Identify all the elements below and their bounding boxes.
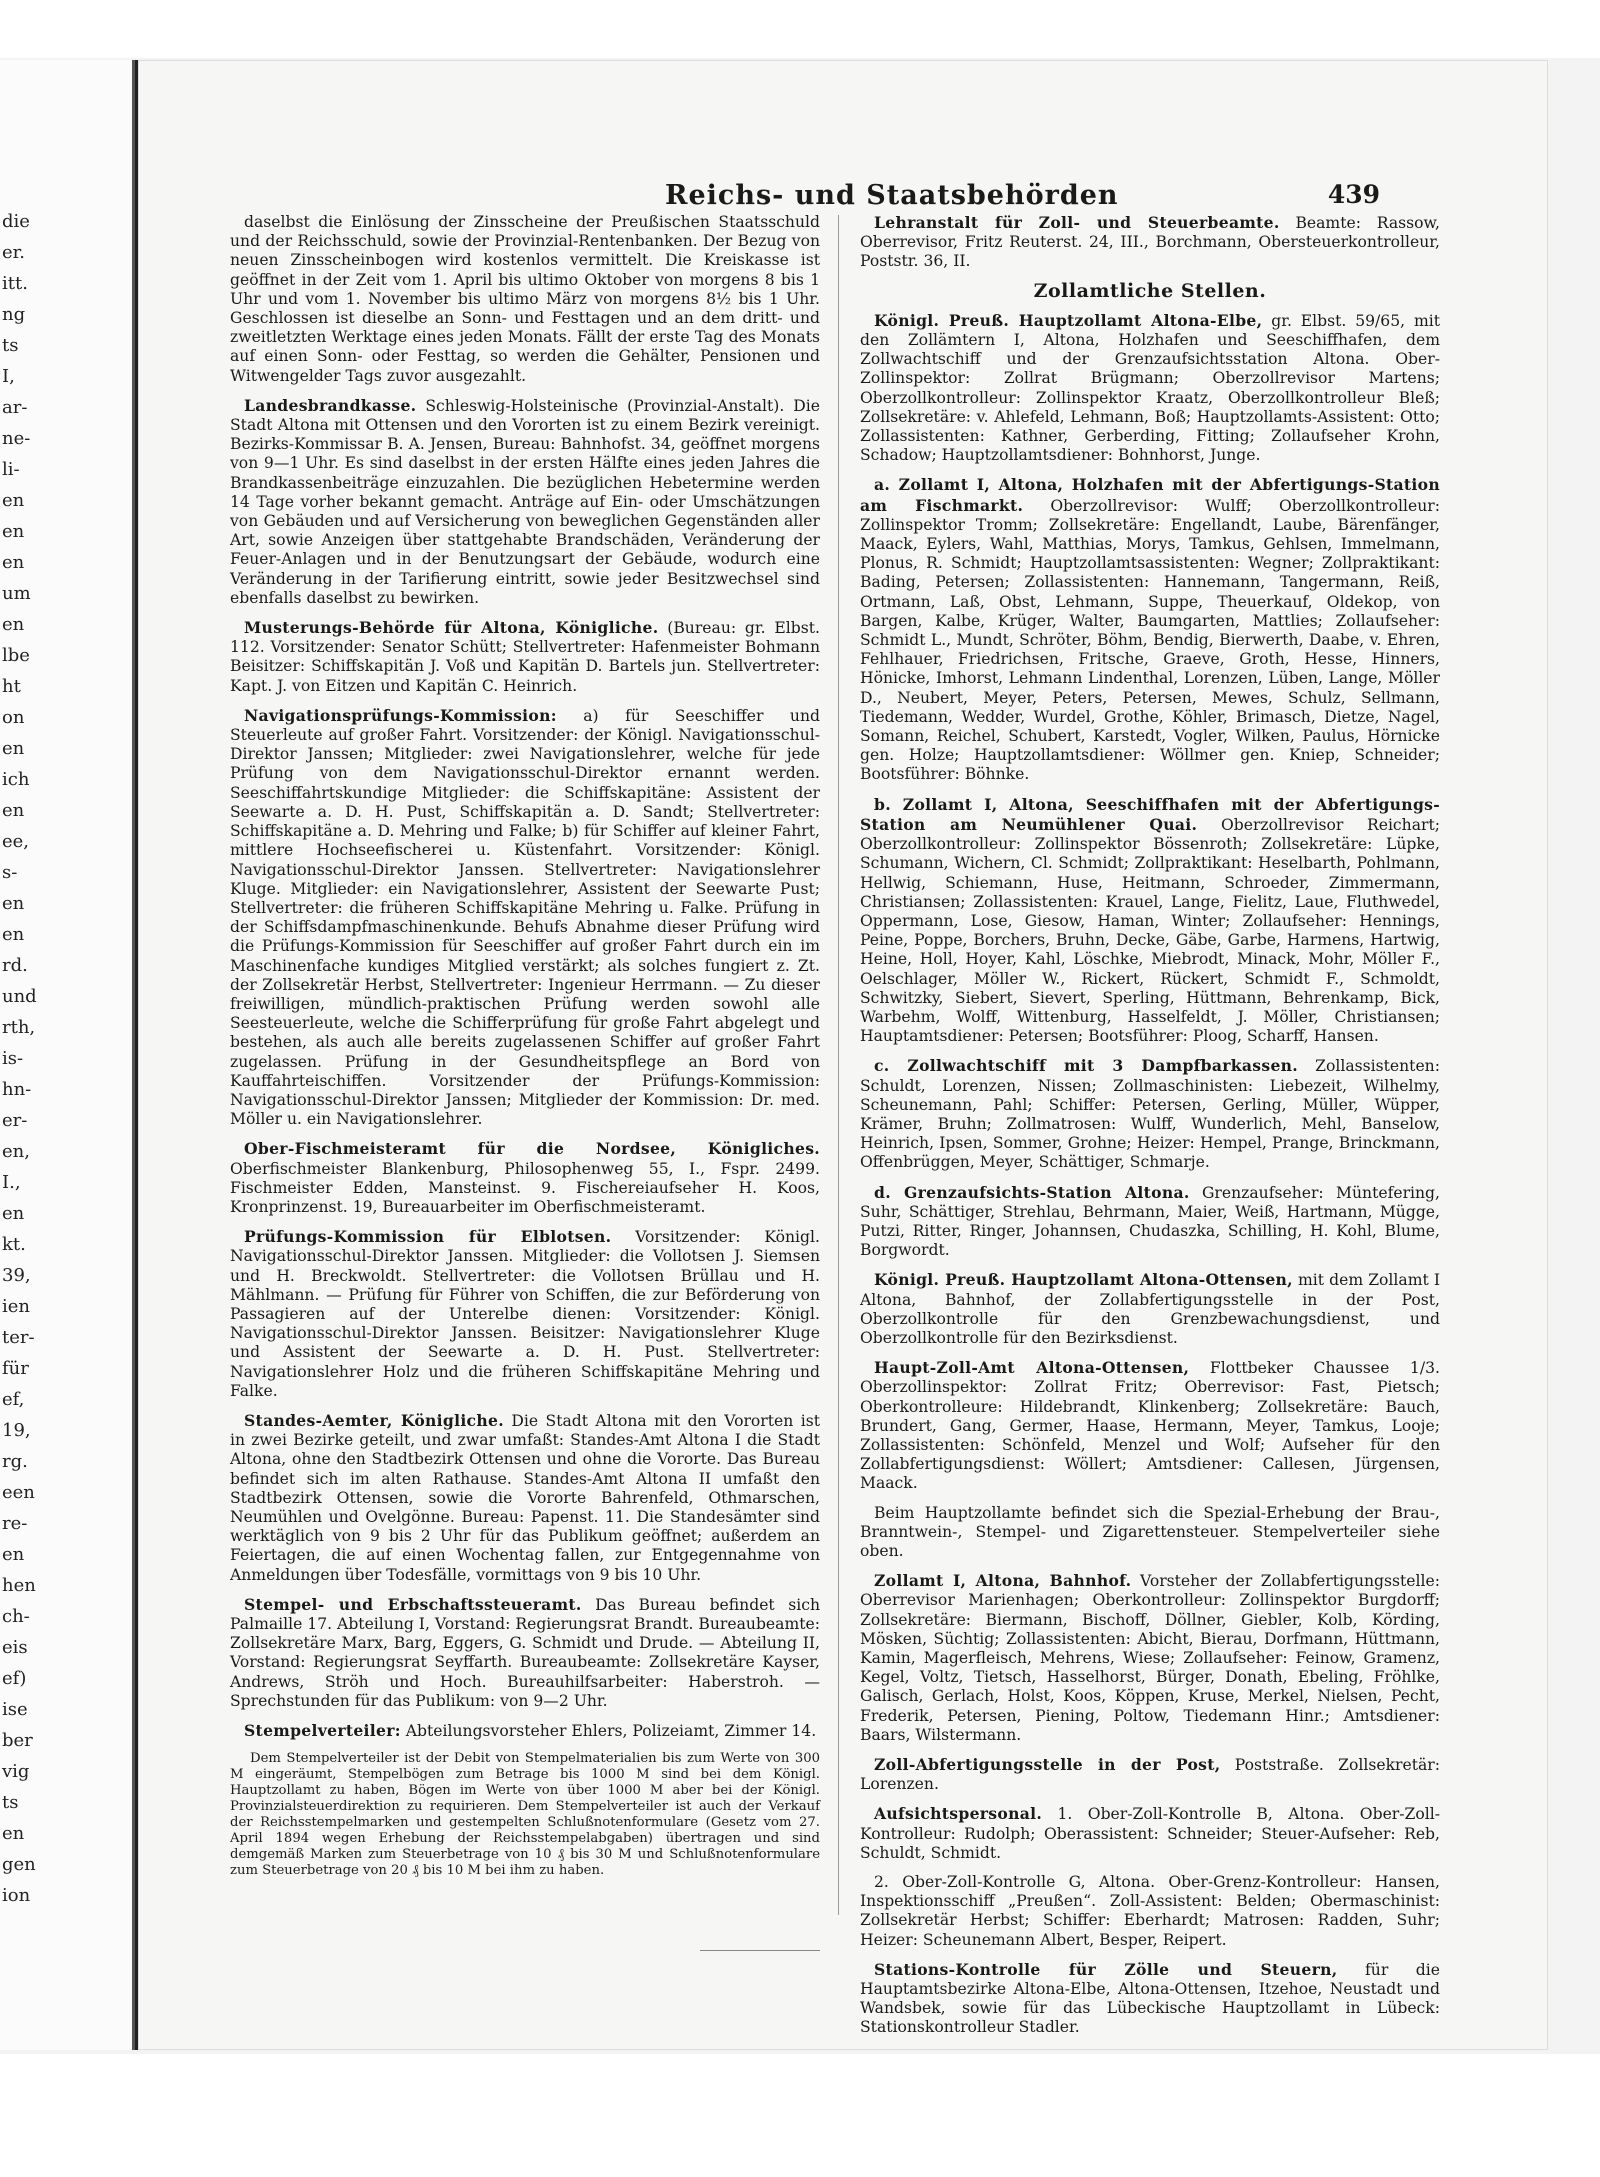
- entry-text: 2. Ober-Zoll-Kontrolle G, Altona. Ober-Grenz-Kontrolleur: Hansen, Inspektionsschiff „Preußen“. Zoll-Assistent: Belden; Obermaschinist: Zollsekretär Herbst; Schiffer: Eberhardt; Matrosen: Radden, Suhr; Heizer: Scheunemann Albert, Besper, Reipert.: [860, 1873, 1440, 1949]
- entry-heading: Landesbrandkasse.: [244, 395, 417, 415]
- previous-page-fragment: 39,: [2, 1265, 31, 1286]
- column-divider: [838, 215, 839, 1915]
- previous-page-fragment: ter-: [2, 1327, 35, 1348]
- previous-page-fragment: en: [2, 893, 25, 914]
- previous-page-fragment: kt.: [2, 1234, 26, 1255]
- entry-text: Beim Hauptzollamte befindet sich die Spezial-Erhebung der Brau-, Branntwein-, Stempel- und Zigarettensteuer. Stempelverteiler siehe oben.: [860, 1503, 1440, 1560]
- entry-text: Vorsitzender: Königl. Navigationsschul-Direktor Janssen. Mitglieder: die Vollotsen J. Siemsen und H. Breckwoldt. Stellvertreter: die Vollotsen Brüllau und H. Mählmann. — Prüfung für Führer von Schiffen, die zur Beförderung von Passagieren auf der Unterelbe dienen: Vorsitzender: Königl. Navigationsschul-Direktor Janssen. Beisitzer: Navigationslehrer Kluge und Assistent der Seewarte a. D. H. Pust. Stellvertreter: Navigationslehrer Holz und die früheren Schiffskapitäne Mehring und Falke.: [230, 1228, 820, 1400]
- bottom-rule: [700, 1950, 820, 1951]
- entry-heading: Stempel- und Erbschaftssteueramt.: [244, 1594, 582, 1614]
- previous-page-fragment: en,: [2, 1141, 30, 1162]
- entry-text: Grenzaufseher: Müntefering, Suhr, Schättiger, Strehlau, Behrmann, Maier, Weiß, Hartmann, Mügge, Putzi, Ritter, Ringer, Johannsen, Chudaszka, Schilling, H. Kohl, Blume, Borgwordt.: [860, 1183, 1440, 1260]
- previous-page-fragment: er-: [2, 1110, 28, 1131]
- entry-heading: c. Zollwachtschiff mit 3 Dampfbarkassen.: [874, 1056, 1299, 1076]
- entry: [860, 311, 1440, 466]
- previous-page-fragment: rd.: [2, 955, 28, 976]
- entry: [230, 396, 820, 608]
- entry: [860, 1056, 1440, 1172]
- entry: [230, 213, 820, 386]
- previous-page-fragment: ts: [2, 1792, 19, 1813]
- entry-heading: Königl. Preuß. Hauptzollamt Altona-Elbe,: [874, 310, 1263, 330]
- entry-text: Beamte: Rassow, Oberrevisor, Fritz Reuterst. 24, III., Borchmann, Obersteuerkontrolleur, Poststr. 36, II.: [860, 214, 1440, 271]
- previous-page-fragment: ch-: [2, 1606, 30, 1627]
- entry: [230, 618, 820, 696]
- previous-page-fragment: und: [2, 986, 37, 1007]
- entry-heading: b. Zollamt I, Altona, Seeschiffhafen mit der Abfertigungs-Station am Neumühlener Quai.: [860, 794, 1440, 834]
- entry-heading: Musterungs-Behörde für Altona, Königliche.: [244, 618, 659, 638]
- previous-page-fragment: ien: [2, 1296, 31, 1317]
- previous-page-fragment: rg.: [2, 1451, 28, 1472]
- previous-page-fragment: für: [2, 1358, 29, 1379]
- entry-text: Oberzollrevisor Reichart; Oberzollkontrolleur: Zollinspektor Bössenroth; Zollsekretäre: Lüpke, Schumann, Wichern, Cl. Schmidt; Zollpraktikant: Heselbarth, Pohlmann, Hellwig, Schiemann, Huse, Heitmann, Schroeder, Zimmermann, Christiansen; Zollassistenten: Krauel, Lange, Fielitz, Laue, Fluthwedel, Oppermann, Lose, Giesow, Haman, Winter; Zollaufseher: Hennings, Peine, Poppe, Borchers, Bruhn, Decke, Gäbe, Garbe, Harmens, Hartwig, Heine, Holl, Hoyer, Kahl, Löschke, Miebrodt, Minack, Mohr, Möller F., Oelschlager, Möller W., Rickert, Rückert, Schmidt F., Schmoldt, Schwitzky, Siebert, Sievert, Sperling, Hüttmann, Behrenkamp, Bick, Warbehm, Wolff, Wittenburg, Hasselfeldt, J. Möller, Christiansen; Hauptamtsdiener: Petersen; Bootsführer: Ploog, Scharff, Hansen.: [860, 815, 1440, 1046]
- entry-heading: Aufsichtspersonal.: [874, 1804, 1043, 1824]
- entry-text: Abteilungsvorsteher Ehlers, Polizeiamt, Zimmer 14.: [405, 1722, 817, 1741]
- previous-page-fragment: ef): [2, 1668, 27, 1689]
- small-print-note: [230, 1751, 820, 1879]
- right-column: [860, 213, 1440, 2048]
- entry: [860, 213, 1440, 272]
- entry-heading: Zollamt I, Altona, Bahnhof.: [874, 1571, 1132, 1591]
- previous-page-fragment: rth,: [2, 1017, 36, 1038]
- previous-page-fragment: en: [2, 1823, 25, 1844]
- previous-page-fragment: ts: [2, 335, 19, 356]
- previous-page-fragment: itt.: [2, 273, 28, 294]
- previous-page-fragment: en: [2, 924, 25, 945]
- entry-text: Das Bureau befindet sich Palmaille 17. Abteilung I, Vorstand: Regierungsrat Brandt. Bureaubeamte: Zollsekretäre Marx, Barg, Eggers, G. Schmidt und Drude. — Abteilung II, Vorstand: Regierungsrat Seyffarth. Bureaubeamte: Zollsekretäre Kayser, Andrews, Ströh und Hoch. Bureauhilfsarbeiter: Haberstroh. — Sprechstunden für das Publikum: von 9—2 Uhr.: [230, 1595, 820, 1710]
- section-heading: Zollamtliche Stellen.: [1033, 279, 1267, 302]
- entry: [230, 1721, 820, 1741]
- entry: [230, 1139, 820, 1217]
- entry: [860, 1270, 1440, 1348]
- previous-page-fragment: eis: [2, 1637, 28, 1658]
- entry-text: Vorsteher der Zollabfertigungsstelle: Oberrevisor Marienhagen; Oberkontrolleur: Zollinspektor Burgdorff; Zollsekretäre: Biermann, Bischoff, Döllner, Giebler, Kolb, Körding, Mösken, Süchtig; Zollassistenten: Abicht, Bierau, Dorfmann, Hüttmann, Kamin, Magerfleisch, Mehrens, Wiese; Zollaufseher: Feinow, Gramenz, Kegel, Voltz, Tietsch, Hasselhorst, Bürger, Donath, Ebeling, Fröhlke, Galisch, Gerlach, Holst, Koos, Köppen, Kruse, Merkel, Nielsen, Pecht, Frederik, Petersen, Piening, Poltow, Tiedemann Hinr.; Amtsdiener: Baars, Wilstermann.: [860, 1572, 1440, 1744]
- entry-heading: Ober-Fischmeisteramt für die Nordsee, Königliches.: [244, 1139, 820, 1159]
- entry-heading: d. Grenzaufsichts-Station Altona.: [874, 1182, 1190, 1202]
- entry-heading: a. Zollamt I, Altona, Holzhafen mit der Abfertigungs-Station am Fischmarkt.: [860, 475, 1440, 515]
- previous-page-fragment: die: [2, 211, 30, 232]
- previous-page-fragment: on: [2, 707, 25, 728]
- entry-text: Flottbeker Chaussee 1/3. Oberzollinspektor: Zollrat Fritz; Oberrevisor: Fast, Pietsch; Oberkontrolleure: Hildebrandt, Klinkenberg; Zollsekretäre: Bauch, Brundert, Gang, Germer, Haase, Hermann, Meyer, Tamkus, Looje; Zollassistenten: Schönfeld, Menzel und Wolf; Aufseher für den Zollabfertigungsdienst: Wöllert; Amtsdiener: Callesen, Jürgensen, Maack.: [860, 1359, 1440, 1493]
- previous-page-fragment: er.: [2, 242, 26, 263]
- previous-page-fragment: 19,: [2, 1420, 31, 1441]
- previous-page-fragment: hn-: [2, 1079, 32, 1100]
- previous-page-fragment: um: [2, 583, 31, 604]
- entry-text: (Bureau: gr. Elbst. 112. Vorsitzender: Senator Schütt; Stellvertreter: Hafenmeister Bohmann Beisitzer: Schiffskapitän J. Voß und Kapitän D. Bartels jun. Stellvertreter: Kapt. J. von Eitzen und Kapitän C. Heinrich.: [230, 619, 820, 695]
- entry: [860, 1183, 1440, 1261]
- entry: [860, 1804, 1440, 1863]
- previous-page-fragment: en: [2, 738, 25, 759]
- entry: [860, 795, 1440, 1047]
- entry-text: Zollassistenten: Schuldt, Lorenzen, Nissen; Zollmaschinisten: Liebezeit, Wilhelmy, Scheunemann, Pahl; Schiffer: Petersen, Gerling, Müller, Wüpper, Krämer, Bruhn; Zollmatrosen: Wulff, Wunderlich, Mehl, Banselow, Heinrich, Ipsen, Sommer, Grohne; Heizer: Hempel, Prange, Brinckmann, Offenbrüggen, Meyer, Schättiger, Schmarje.: [860, 1057, 1440, 1172]
- entry-text: Oberfischmeister Blankenburg, Philosophenweg 55, I., Fspr. 2499. Fischmeister Edden, Mansteinst. 9. Fischereiaufseher H. Koos, Kronprinzenst. 19, Bureauarbeiter im Oberfischmeisteramt.: [230, 1159, 820, 1216]
- entry: [860, 1960, 1440, 2038]
- previous-page-fragment: re-: [2, 1513, 28, 1534]
- entry-text: a) für Seeschiffer und Steuerleute auf großer Fahrt. Vorsitzender: der Königl. Navigationsschul-Direktor Janssen; Mitglieder: zwei Navigationslehrer, welche für jede Prüfung von dem Navigationsschul-Direktor ernannt werden. Seeschiffahrtskundige Mitglieder: die Schiffskapitäne: Assistent der Seewarte a. D. H. Pust, Schiffskapitän a. D. Sandt; Stellvertreter: Schiffskapitäne a. D. Mehring und Falke; b) für Schiffer auf kleiner Fahrt, mittlere Hochseefischerei u. Küstenfahrt. Vorsitzender: Königl. Navigationsschul-Direktor Janssen. Stellvertreter: Navigationslehrer Kluge. Mitglieder: ein Navigationslehrer, Assistent der Seewarte Pust; Stellvertreter: die früheren Schiffskapitäne Mehring u. Falke. Prüfung in der Schiffsdampfmaschinenkunde. Behufs Abnahme dieser Prüfung wird die Prüfungs-Kommission für Seeschiffer auf großer Fahrt durch ein im Maschinenfache kundiges Mitglied verstärkt; als solches fungiert z. Zt. der Zollsekretär Herbst, Stellvertreter: Ingenieur Herrmann. — Zu dieser freiwilligen, mündlich-praktischen Prüfung werden sowohl alle Seesteuerleute, welche die Schifferprüfung für große Fahrt abgelegt und bestehen, als auch alle bereits zugelassenen Schiffer auf großer Fahrt zugelassen. Prüfung in der Gesundheitspflege an Bord von Kauffahrteischiffen. Vorsitzender der Prüfungs-Kommission: Navigationsschul-Direktor Janssen; Mitglieder der Kommission: Dr. med. Möller u. ein Navigationslehrer.: [230, 706, 820, 1129]
- entry-heading: Zoll-Abfertigungsstelle in der Post,: [874, 1755, 1221, 1775]
- previous-page-fragment: ar-: [2, 397, 28, 418]
- previous-page-fragment: en: [2, 552, 25, 573]
- entry: [230, 1411, 820, 1585]
- previous-page-fragment: een: [2, 1482, 35, 1503]
- previous-page-fragment: ef,: [2, 1389, 25, 1410]
- previous-page-fragment: hen: [2, 1575, 36, 1596]
- previous-page-fragment: en: [2, 521, 25, 542]
- previous-page-fragment: s-: [2, 862, 18, 883]
- previous-page-fragment: I.,: [2, 1172, 21, 1193]
- previous-page-fragment: li-: [2, 459, 20, 480]
- small-print-text: Dem Stempelverteiler ist der Debit von Stempelmaterialien bis zum Werte von 300 M eingeräumt, Stempelbögen zum Betrage bis 1000 M sind bei dem Königl. Hauptzollamt zu haben, Bögen im Werte von über 1000 M aber bei der Königl. Provinzialsteuerdirektion zu requirieren. Dem Stempelverteiler ist auch der Verkauf der Reichsstempelmarken und gestempelten Schlußnotenformulare (Gesetz vom 27. April 1894 wegen Erhebung der Reichsstempelabgaben) übertragen und sind demgemäß Marken zum Steuerbetrage von 10 ₰ bis 30 M und Schlußnotenformulare zum Steuerbetrage von 20 ₰ bis 10 M bei ihm zu haben.: [230, 1751, 820, 1879]
- previous-page-fragment: is-: [2, 1048, 24, 1069]
- entry-text: Oberzollrevisor: Wulff; Oberzollkontrolleur: Zollinspektor Tromm; Zollsekretäre: Engellandt, Laube, Bärenfänger, Maack, Eylers, Wahl, Matthias, Morys, Tamkus, Gehlsen, Immelmann, Plonus, R. Schmidt; Hauptzollamtsassistenten: Wegner; Zollpraktikant: Bading, Petersen; Zollassistenten: Hannemann, Tangermann, Reiß, Ortmann, Laß, Obst, Lehmann, Suppe, Theuerkauf, Oldekop, von Bargen, Kalbe, Krüger, Walter, Baumgarten, Mattlies; Zollaufseher: Schmidt L., Mundt, Schröter, Böhm, Bendig, Bierwerth, Daabe, v. Ehren, Fehlhauer, Friedrichsen, Fritsche, Graeve, Groth, Hesse, Hinners, Hönicke, Imhorst, Lehmann Lindenthal, Lorenzen, Lüben, Lange, Möller D., Neubert, Meyer, Peters, Petersen, Mewes, Schulz, Sellmann, Tiedemann, Wedder, Wurdel, Grothe, Köhler, Brimasch, Dietze, Nagel, Somann, Reichel, Schubert, Karstedt, Vogler, Wilken, Paulus, Hörnicke gen. Holze; Hauptzollamtsdiener: Wöllmer gen. Kniep, Schneider; Bootsführer: Böhnke.: [860, 496, 1440, 784]
- entry-text: für die Hauptamtsbezirke Altona-Elbe, Altona-Ottensen, Itzehoe, Neustadt und Wandsbek, sowie für das Lübeckische Hauptzollamt in Lübeck: Stationskontrolleur Stadler.: [860, 1960, 1440, 2037]
- previous-page-fragment: gen: [2, 1854, 36, 1875]
- entry-heading: Prüfungs-Kommission für Elblotsen.: [244, 1227, 612, 1247]
- previous-page-fragment: ht: [2, 676, 21, 697]
- entry-heading: Stempelverteiler:: [244, 1721, 401, 1741]
- previous-page-fragment: en: [2, 490, 25, 511]
- previous-page-fragment: ber: [2, 1730, 33, 1751]
- entry: [860, 1358, 1440, 1493]
- entry-text: Poststraße. Zollsekretär: Lorenzen.: [860, 1756, 1440, 1794]
- entry-text: Schleswig-Holsteinische (Provinzial-Anstalt). Die Stadt Altona mit Ottensen und den Vororten ist zu einem Bezirk vereinigt. Bezirks-Kommissar B. A. Jensen, Bureau: Bahnhofst. 34, geöffnet morgens von 9—1 Uhr. Es sind daselbst in der ersten Hälfte eines jeden Jahres die Brandkassenbeiträge einzuzahlen. Die bezüglichen Hebetermine werden 14 Tage vorher bekannt gemacht. Anträge auf Ein- oder Umschätzungen von Gebäuden und auf Versicherung von beweglichen Gegenständen aller Art, sowie Anzeigen über stattgehabte Brandschäden, Veränderung der Feuer-Anlagen und in der Benutzungsart der Gebäude, wodurch eine Veränderung in der Tarifierung eintritt, sowie jeder Besitzwechsel sind ebenfalls daselbst zu bewirken.: [230, 396, 820, 607]
- previous-page-edge: [0, 60, 132, 2050]
- previous-page-fragment: ise: [2, 1699, 28, 1720]
- entry-text: 1. Ober-Zoll-Kontrolle B, Altona. Ober-Zoll-Kontrolleur: Rudolph; Oberassistent: Schneider; Steuer-Aufseher: Reb, Schuldt, Schmidt.: [860, 1805, 1440, 1862]
- left-column: [230, 213, 820, 1879]
- previous-page-fragment: lbe: [2, 645, 30, 666]
- previous-page-fragment: vig: [2, 1761, 30, 1782]
- entry: [230, 1595, 820, 1711]
- entry: [860, 1571, 1440, 1745]
- entry: [860, 1755, 1440, 1794]
- entry-heading: Standes-Aemter, Königliche.: [244, 1410, 504, 1430]
- running-title: Reichs- und Staatsbehörden: [665, 180, 1119, 211]
- previous-page-fragment: ee,: [2, 831, 30, 852]
- previous-page-fragment: en: [2, 1544, 25, 1565]
- previous-page-fragment: en: [2, 1203, 25, 1224]
- entry: [860, 1873, 1440, 1950]
- entry-heading: Stations-Kontrolle für Zölle und Steuern,: [874, 1959, 1338, 1979]
- previous-page-fragment: en: [2, 614, 25, 635]
- entry-text: daselbst die Einlösung der Zinsscheine der Preußischen Staatsschuld und der Reichsschuld, sowie der Provinzial-Rentenbanken. Der Bezug von neuen Zinsscheinbogen wird kostenlos vermittelt. Die Kreiskasse ist geöffnet in der Zeit vom 1. April bis ultimo Oktober von morgens 8 bis 1 Uhr und vom 1. November bis ultimo März von morgens 8½ bis 1 Uhr. Geschlossen ist dieselbe an Sonn- und Festtagen und an dem dritt- und zweitletzten Werktage eines jeden Monats. Fällt der erste Tag des Monats auf einen Sonn- oder Festtag, so werden die Gehälter, Pensionen und Witwengelder Tags zuvor ausgezahlt.: [230, 213, 820, 385]
- previous-page-fragment: ion: [2, 1885, 31, 1906]
- previous-page-fragment: I,: [2, 366, 15, 387]
- entry-text: gr. Elbst. 59/65, mit den Zollämtern I, Altona, Holzhafen und Seeschiffhafen, dem Zollwachtschiff und der Grenzaufsichtsstation Altona. Ober-Zollinspektor: Zollrat Brügmann; Oberzollrevisor Martens; Oberzollkontrolleur: Zollinspektor Kraatz, Oberzollkontrolleur Bleß; Zollsekretäre: v. Ahlefeld, Lehmann, Boß; Hauptzollamts-Assistent: Otto; Zollassistenten: Kathner, Gerberding, Fitting; Zollaufseher Krohn, Schadow; Hauptzollamtsdiener: Bohnhorst, Junge.: [860, 311, 1440, 465]
- entry-heading: Königl. Preuß. Hauptzollamt Altona-Ottensen,: [874, 1270, 1293, 1290]
- previous-page-fragment: ng: [2, 304, 26, 325]
- entry-heading: Lehranstalt für Zoll- und Steuerbeamte.: [874, 213, 1280, 232]
- entry-heading: Haupt-Zoll-Amt Altona-Ottensen,: [874, 1358, 1190, 1378]
- page-number: 439: [1327, 180, 1380, 209]
- entry-heading: Navigationsprüfungs-Kommission:: [244, 705, 557, 725]
- entry: [230, 706, 820, 1129]
- previous-page-fragment: en: [2, 800, 25, 821]
- entry-text: Die Stadt Altona mit den Vororten ist in zwei Bezirke geteilt, und zwar umfaßt: Standes-Amt Altona I die Stadt Altona, ohne den Stadtbezirk Ottensen und ohne die Vororte. Das Bureau befindet sich im alten Rathause. Standes-Amt Altona II umfaßt den Stadtbezirk Ottensen, sowie die Vororte Bahrenfeld, Othmarschen, Neumühlen und Ovelgönne. Bureau: Papenst. 11. Die Standesämter sind werktäglich von 9 bis 2 Uhr für das Publikum geöffnet; außerdem an Feiertagen, die auf einen Wochentag fallen, zur Entgegennahme von Anmeldungen über Todesfälle, vormittags von 9 bis 10 Uhr.: [230, 1411, 820, 1584]
- entry: [860, 1504, 1440, 1562]
- entry-text: mit dem Zollamt I Altona, Bahnhof, der Zollabfertigungsstelle in der Post, Oberzollkontrolle für den Grenzbewachungsdienst, und Oberzollkontrolle für den Bezirksdienst.: [860, 1271, 1440, 1347]
- entry: [860, 475, 1440, 784]
- previous-page-fragment: ne-: [2, 428, 31, 449]
- entry: [230, 1227, 820, 1401]
- previous-page-fragment: ich: [2, 769, 30, 790]
